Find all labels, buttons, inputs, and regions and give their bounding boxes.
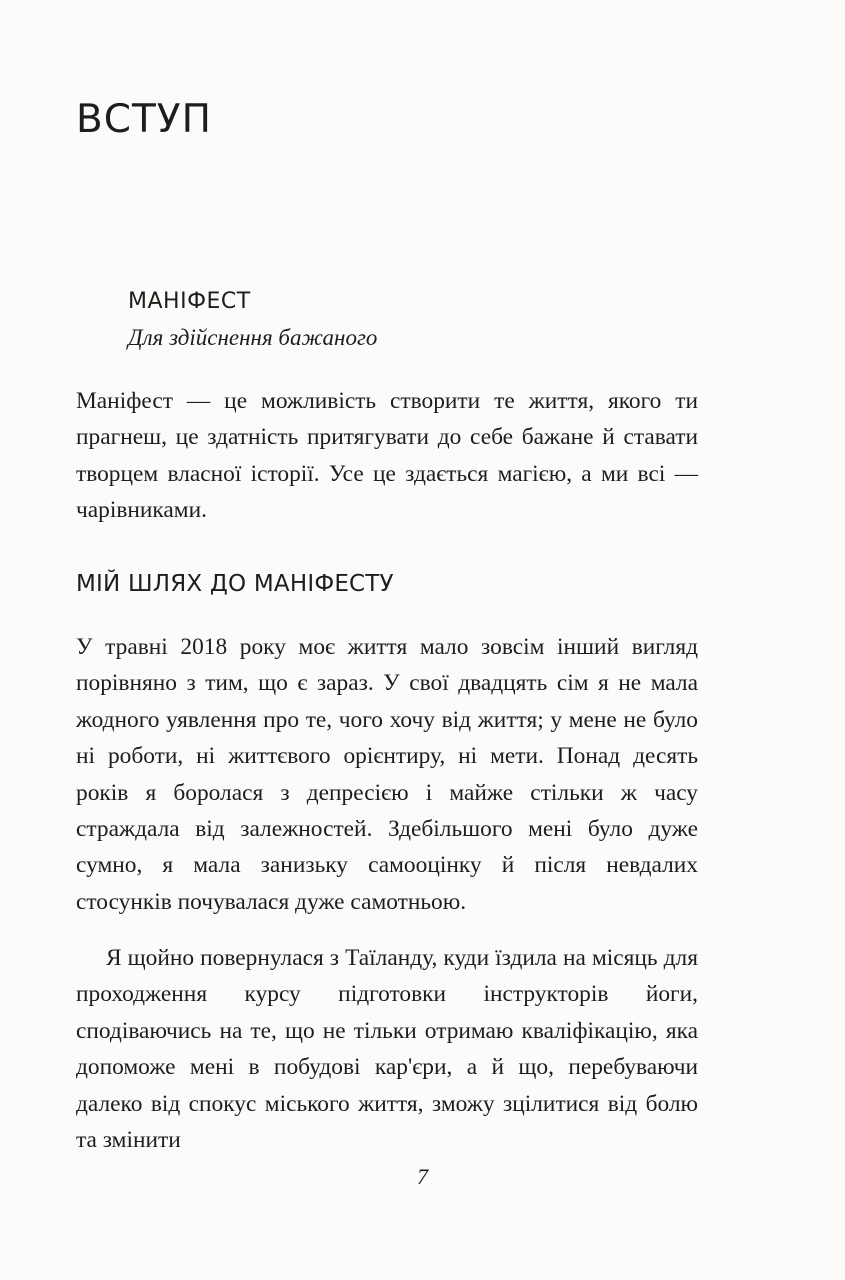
epigraph-subtitle: Для здійснення бажаного [128, 325, 378, 350]
body-paragraph: У травні 2018 року моє життя мало зовсім інший вигляд порівняно з тим, що є зараз. У свої двадцять сім я не мала жодного уявлення про те, чого хочу від життя; у мене не було ні роботи, ні життєвого орієнтиру, ні мети. Понад десять років я боролася з депресією і майже стільки ж часу страждала від залежностей. Здебільшого мені було дуже сумно, я мала занизьку самооцінку й після невдалих стосунків почувалася дуже самотньою. [76, 634, 698, 915]
epigraph-title: МАНІФЕСТ [128, 289, 251, 314]
section-heading: МІЙ ШЛЯХ ДО МАНІФЕСТУ [76, 571, 394, 597]
body-paragraph: Я щойно повернулася з Таїланду, куди їздила на місяць для проходження курсу підготовки інструкторів йоги, сподіваючись на те, що не тільки отримаю кваліфікацію, яка допоможе мені в побудові кар'єри, а й що, перебуваючи далеко від спокус міського життя, зможу зцілитися від болю та змінити [76, 945, 698, 1154]
intro-paragraph: Маніфест — це можливість створити те життя, якого ти прагнеш, це здатність притягувати до себе бажане й ставати творцем власної історії. Усе це здається магією, а ми всі — чарівниками. [76, 388, 698, 524]
page-number: 7 [417, 1164, 428, 1189]
epigraph [128, 284, 728, 356]
chapter-title: ВСТУП [76, 97, 212, 142]
